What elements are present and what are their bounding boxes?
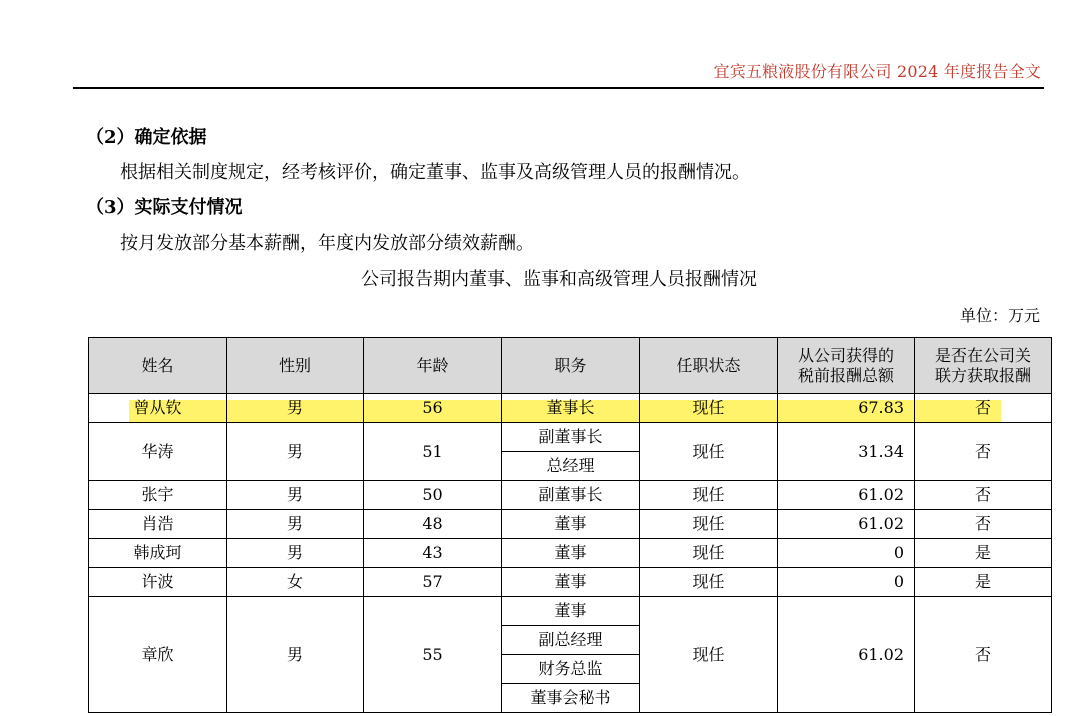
header-status: 任职状态 xyxy=(640,338,778,394)
table-row xyxy=(89,394,1052,423)
header-divider xyxy=(73,87,1044,89)
cell-name: 章欣 xyxy=(89,597,227,713)
cell-status: 现任 xyxy=(640,539,778,568)
cell-related: 是 xyxy=(915,568,1052,597)
cell-position: 董事 xyxy=(502,539,640,568)
cell-position: 董事 xyxy=(502,597,640,626)
cell-age: 55 xyxy=(364,597,502,713)
cell-pay: 67.83 xyxy=(778,394,915,423)
cell-age: 43 xyxy=(364,539,502,568)
table-row xyxy=(89,423,1052,452)
cell-position: 副董事长 xyxy=(502,423,640,452)
cell-name: 曾从钦 xyxy=(89,394,227,423)
cell-gender: 男 xyxy=(227,481,364,510)
header-pay-line2: 税前报酬总额 xyxy=(797,365,894,385)
table-row xyxy=(89,510,1052,539)
cell-position: 财务总监 xyxy=(502,655,640,684)
cell-gender: 男 xyxy=(227,423,364,481)
cell-status: 现任 xyxy=(640,394,778,423)
table-row xyxy=(89,481,1052,510)
cell-gender: 男 xyxy=(227,597,364,713)
cell-age: 57 xyxy=(364,568,502,597)
cell-pay: 0 xyxy=(778,539,915,568)
compensation-table xyxy=(88,337,1052,713)
cell-related: 否 xyxy=(915,394,1052,423)
header-pay-line1: 从公司获得的 xyxy=(797,345,894,365)
cell-name: 肖浩 xyxy=(89,510,227,539)
cell-gender: 男 xyxy=(227,510,364,539)
cell-name: 华涛 xyxy=(89,423,227,481)
cell-status: 现任 xyxy=(640,481,778,510)
cell-status: 现任 xyxy=(640,510,778,539)
section-heading-payment: （3）实际支付情况 xyxy=(86,197,243,218)
header-related-line2: 联方获取报酬 xyxy=(934,365,1031,385)
header-related-line1: 是否在公司关 xyxy=(934,345,1031,365)
cell-status: 现任 xyxy=(640,568,778,597)
cell-pay: 61.02 xyxy=(778,510,915,539)
cell-related: 否 xyxy=(915,510,1052,539)
cell-related: 否 xyxy=(915,481,1052,510)
cell-position: 副总经理 xyxy=(502,626,640,655)
section-text-payment: 按月发放部分基本薪酬，年度内发放部分绩效薪酬。 xyxy=(120,233,534,254)
header-age: 年龄 xyxy=(364,338,502,394)
cell-age: 48 xyxy=(364,510,502,539)
cell-related: 否 xyxy=(915,597,1052,713)
header-pay xyxy=(778,338,915,394)
cell-gender: 男 xyxy=(227,394,364,423)
table-title: 公司报告期内董事、监事和高级管理人员报酬情况 xyxy=(361,269,757,290)
cell-status: 现任 xyxy=(640,423,778,481)
cell-name: 韩成珂 xyxy=(89,539,227,568)
cell-related: 是 xyxy=(915,539,1052,568)
table-row xyxy=(89,539,1052,568)
section-heading-basis: （2）确定依据 xyxy=(86,127,207,148)
cell-status: 现任 xyxy=(640,597,778,713)
cell-gender: 男 xyxy=(227,539,364,568)
cell-position: 董事 xyxy=(502,568,640,597)
cell-position: 董事 xyxy=(502,510,640,539)
header-position: 职务 xyxy=(502,338,640,394)
table-unit: 单位：万元 xyxy=(959,306,1040,325)
cell-name: 许波 xyxy=(89,568,227,597)
cell-position: 董事长 xyxy=(502,394,640,423)
cell-pay: 31.34 xyxy=(778,423,915,481)
table-row xyxy=(89,568,1052,597)
cell-position: 副董事长 xyxy=(502,481,640,510)
header-gender: 性别 xyxy=(227,338,364,394)
cell-position: 总经理 xyxy=(502,452,640,481)
header-name: 姓名 xyxy=(89,338,227,394)
report-header-title: 宜宾五粮液股份有限公司 2024 年度报告全文 xyxy=(713,62,1041,81)
cell-gender: 女 xyxy=(227,568,364,597)
cell-name: 张宇 xyxy=(89,481,227,510)
cell-related: 否 xyxy=(915,423,1052,481)
cell-pay: 0 xyxy=(778,568,915,597)
cell-age: 51 xyxy=(364,423,502,481)
table-header-row xyxy=(89,338,1052,394)
cell-pay: 61.02 xyxy=(778,481,915,510)
section-text-basis: 根据相关制度规定，经考核评价，确定董事、监事及高级管理人员的报酬情况。 xyxy=(120,162,750,183)
cell-pay: 61.02 xyxy=(778,597,915,713)
cell-age: 56 xyxy=(364,394,502,423)
cell-age: 50 xyxy=(364,481,502,510)
header-related xyxy=(915,338,1052,394)
table-row xyxy=(89,597,1052,626)
cell-position: 董事会秘书 xyxy=(502,684,640,713)
